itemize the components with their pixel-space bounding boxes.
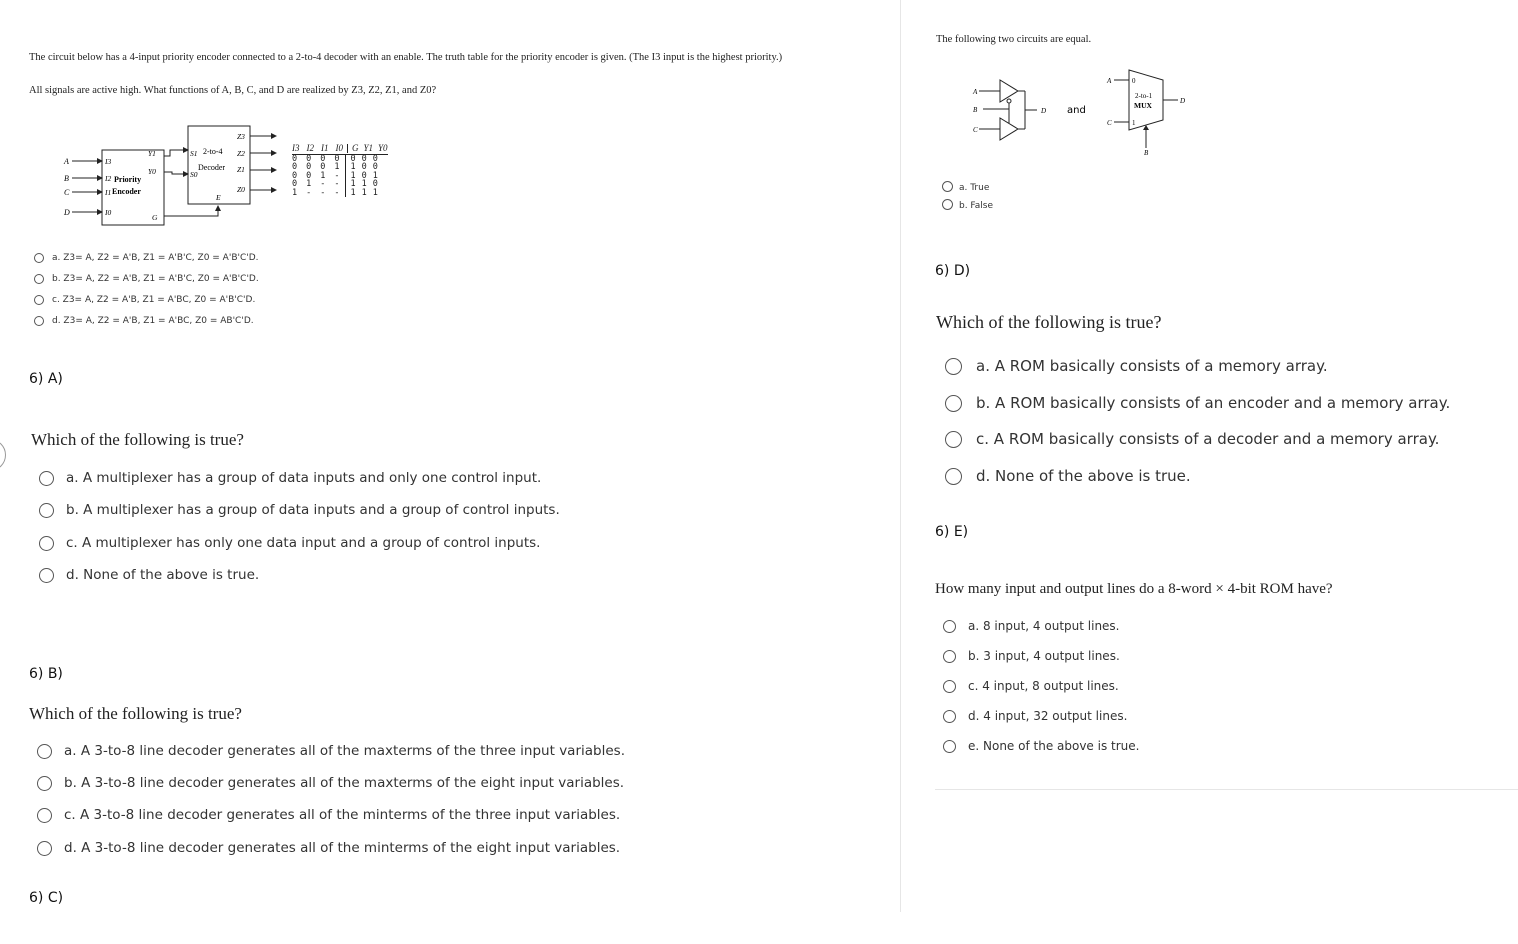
gate-input-b: B — [973, 106, 978, 114]
q3-option-d: d. A 3-to-8 line decoder generates all of the minterms of the eight input variables. — [64, 840, 621, 856]
truth-table — [292, 144, 388, 197]
dec-sel-s0: S0 — [190, 170, 198, 179]
q1-option-a: a. Z3= A, Z2 = A'B, Z1 = A'B'C, Z0 = A'B'C'D. — [52, 253, 259, 263]
q5-option-d: d. 4 input, 32 output lines. — [968, 709, 1128, 723]
mux-input-a: A — [1107, 77, 1112, 85]
tt-row: 1 - - - 1 1 1 — [292, 187, 378, 198]
enc-in-i2: I2 — [105, 174, 112, 183]
q5-option-a: a. 8 input, 4 output lines. — [968, 619, 1120, 633]
partial-circle-decoration — [0, 439, 6, 471]
q2-radio-b[interactable] — [39, 503, 54, 518]
q3-radio-b[interactable] — [37, 776, 52, 791]
answer-label-b: 6) B) — [29, 666, 63, 682]
encoder-label-priority: Priority — [114, 175, 142, 184]
gate-vs-mux-circuit — [965, 68, 1195, 158]
tf-radio-false[interactable] — [942, 199, 953, 210]
dec-out-z1: Z1 — [237, 165, 245, 174]
enc-out-y0: Y0 — [148, 167, 156, 176]
decoder-label-decoder: Decoder — [198, 163, 226, 172]
q2-question: Which of the following is true? — [31, 430, 244, 449]
q5-option-e: e. None of the above is true. — [968, 739, 1140, 753]
enc-in-i1: I1 — [105, 188, 112, 197]
q1-radio-b[interactable] — [34, 274, 44, 284]
decoder-label-2to4: 2-to-4 — [203, 147, 223, 156]
enc-out-g: G — [152, 213, 158, 222]
q4-option-c: c. A ROM basically consists of a decoder and a memory array. — [976, 430, 1440, 448]
q3-question: Which of the following is true? — [29, 704, 242, 723]
tt-head-i0: I0 — [335, 143, 343, 153]
input-label-b: B — [64, 174, 69, 183]
q1-option-b: b. Z3= A, Z2 = A'B, Z1 = A'B'C, Z0 = A'B'C'D. — [52, 274, 259, 284]
q4-option-d: d. None of the above is true. — [976, 467, 1191, 485]
q3-radio-a[interactable] — [37, 744, 52, 759]
mux-select-b: B — [1144, 149, 1149, 157]
tt-head-y1: Y1 — [363, 143, 374, 153]
tt-row: 0 0 1 - 1 0 1 — [292, 170, 378, 181]
and-label: and — [1067, 105, 1086, 116]
answer-label-d: 6) D) — [935, 263, 971, 279]
dec-enable-e: E — [216, 193, 221, 202]
tt-row: 0 0 0 0 0 0 0 — [292, 153, 378, 164]
tt-head-i2: I2 — [306, 143, 314, 153]
mux-in-label-0: 0 — [1132, 77, 1136, 85]
q4-radio-a[interactable] — [945, 358, 962, 375]
q3-option-c: c. A 3-to-8 line decoder generates all of the minterms of the three input variables. — [64, 807, 621, 823]
dec-sel-s1: S1 — [190, 149, 198, 158]
q2-radio-a[interactable] — [39, 471, 54, 486]
column-divider — [900, 0, 901, 912]
tt-row: 0 0 0 1 1 0 0 — [292, 162, 378, 172]
input-label-a: A — [64, 157, 69, 166]
answer-label-e: 6) E) — [935, 524, 969, 540]
tf-radio-true[interactable] — [942, 181, 953, 192]
tt-head-g: G — [352, 143, 359, 153]
q4-option-b: b. A ROM basically consists of an encoder and a memory array. — [976, 394, 1451, 412]
dec-out-z2: Z2 — [237, 149, 245, 158]
answer-label-a: 6) A) — [29, 371, 63, 387]
input-label-d: D — [64, 208, 70, 217]
gate-input-c: C — [973, 126, 978, 134]
mux-label-2to1: 2-to-1 — [1135, 92, 1153, 100]
q5-option-b: b. 3 input, 4 output lines. — [968, 649, 1120, 663]
gate-output-d: D — [1041, 107, 1047, 115]
mux-in-label-1: 1 — [1132, 119, 1136, 127]
circuit-question: The following two circuits are equal. — [936, 34, 1092, 45]
q1-radio-c[interactable] — [34, 295, 44, 305]
encoder-label-encoder: Encoder — [112, 187, 141, 196]
q2-radio-d[interactable] — [39, 568, 54, 583]
question-intro-line1: The circuit below has a 4-input priority encoder connected to a 2-to-4 decoder with an enable. The truth table for the priority encoder is given. (The I3 input is the highest priority.) — [29, 52, 783, 63]
mux-label-mux: MUX — [1134, 101, 1152, 110]
question-intro-line2: All signals are active high. What functions of A, B, C, and D are realized by Z3, Z2, Z1, and Z0? — [29, 85, 437, 96]
q5-radio-c[interactable] — [943, 680, 956, 693]
enc-in-i0: I0 — [105, 208, 112, 217]
mux-output-d: D — [1180, 97, 1186, 105]
q5-radio-a[interactable] — [943, 620, 956, 633]
q3-option-a: a. A 3-to-8 line decoder generates all of the maxterms of the three input variables. — [64, 743, 625, 759]
q2-radio-c[interactable] — [39, 536, 54, 551]
q2-option-b: b. A multiplexer has a group of data inputs and a group of control inputs. — [66, 502, 560, 518]
tf-option-true: a. True — [959, 183, 990, 193]
q1-option-d: d. Z3= A, Z2 = A'B, Z1 = A'BC, Z0 = AB'C'D. — [52, 316, 254, 326]
gate-input-a: A — [973, 88, 978, 96]
q4-radio-c[interactable] — [945, 431, 962, 448]
q2-option-d: d. None of the above is true. — [66, 567, 260, 583]
dec-out-z3: Z3 — [237, 132, 245, 141]
q3-radio-d[interactable] — [37, 841, 52, 856]
q5-option-c: c. 4 input, 8 output lines. — [968, 679, 1119, 693]
tt-head-y0: Y0 — [378, 143, 388, 153]
q5-radio-d[interactable] — [943, 710, 956, 723]
q1-radio-a[interactable] — [34, 253, 44, 263]
mux-input-c: C — [1107, 119, 1112, 127]
q2-option-a: a. A multiplexer has a group of data inputs and only one control input. — [66, 470, 542, 486]
tt-head-i1: I1 — [321, 143, 329, 153]
enc-out-y1: Y1 — [148, 149, 156, 158]
input-label-c: C — [64, 188, 70, 197]
answer-label-c: 6) C) — [29, 890, 64, 906]
q4-question: Which of the following is true? — [936, 312, 1162, 332]
q5-radio-b[interactable] — [943, 650, 956, 663]
dec-out-z0: Z0 — [237, 185, 245, 194]
q3-option-b: b. A 3-to-8 line decoder generates all of the maxterms of the eight input variables. — [64, 775, 625, 791]
section-rule — [935, 789, 1518, 790]
priority-encoder-decoder-circuit — [60, 120, 280, 230]
q4-radio-d[interactable] — [945, 468, 962, 485]
q5-radio-e[interactable] — [943, 740, 956, 753]
q3-radio-c[interactable] — [37, 808, 52, 823]
q2-option-c: c. A multiplexer has only one data input and a group of control inputs. — [66, 535, 541, 551]
q5-question: How many input and output lines do a 8-word × 4-bit ROM have? — [935, 581, 1333, 597]
q1-option-c: c. Z3= A, Z2 = A'B, Z1 = A'BC, Z0 = A'B'C'D. — [52, 295, 256, 305]
q4-radio-b[interactable] — [945, 395, 962, 412]
tt-head-i3: I3 — [292, 143, 300, 153]
enc-in-i3: I3 — [105, 157, 112, 166]
tt-row: 0 1 - - 1 1 0 — [292, 179, 378, 189]
tf-option-false: b. False — [959, 201, 994, 211]
q4-option-a: a. A ROM basically consists of a memory array. — [976, 357, 1328, 375]
q1-radio-d[interactable] — [34, 316, 44, 326]
